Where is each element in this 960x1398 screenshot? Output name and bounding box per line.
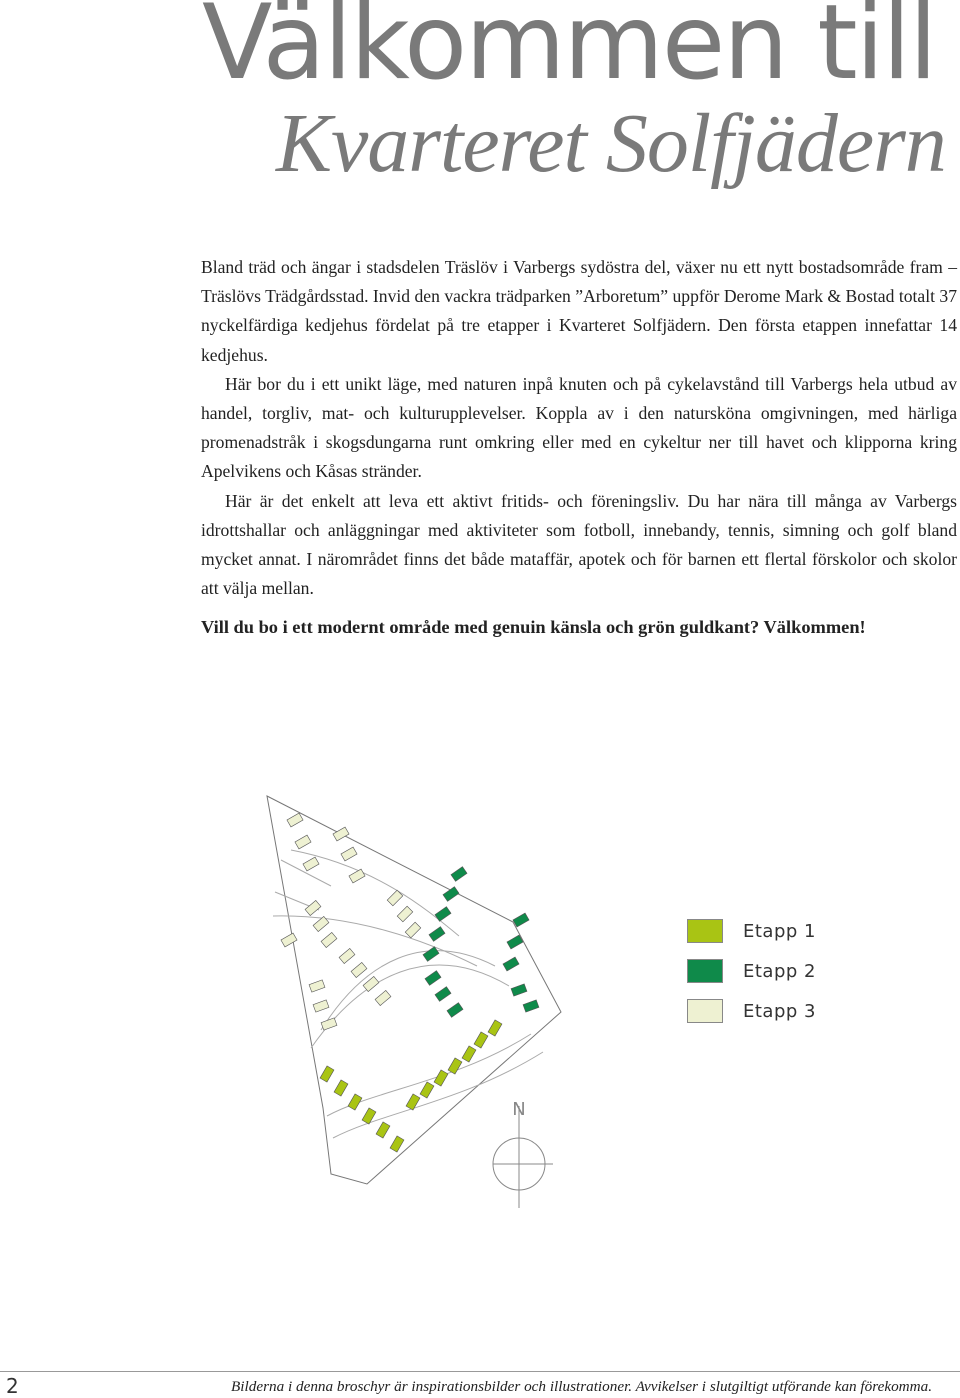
house-plot-etapp-2 <box>523 1000 539 1012</box>
house-plot-etapp-2 <box>511 984 527 996</box>
footer-note: Bilderna i denna broschyr är inspirationsbilder och illustrationer. Avvikelser i slutgiltigt utförande kan förekomma. <box>231 1378 932 1395</box>
house-plot-etapp-2 <box>443 887 459 902</box>
page-title: Välkommen till <box>202 0 936 103</box>
house-plot-etapp-3 <box>397 906 413 922</box>
paragraph-activities: Här är det enkelt att leva ett aktivt fritids- och föreningsliv. Du har nära till många av Varbergs idrottshallar och anläggningar med aktiviteter som fotboll, innebandy, tennis, simning och golf bland mycket annat. I närområdet finns det både mataffär, apotek och för barnen ett flertal förskolor och skolor att välja mellan. <box>201 490 957 599</box>
house-plot-etapp-3 <box>405 922 421 938</box>
house-plot-etapp-3 <box>303 857 319 871</box>
house-plot-etapp-2 <box>435 987 451 1002</box>
house-plot-etapp-1 <box>334 1080 348 1096</box>
house-plot-etapp-2 <box>451 867 467 882</box>
house-plot-etapp-1 <box>448 1058 462 1074</box>
page-number: 2 <box>6 1374 19 1398</box>
house-plot-etapp-1 <box>348 1094 362 1110</box>
house-plot-etapp-3 <box>313 1000 329 1012</box>
north-arrow-icon <box>493 1099 553 1208</box>
house-plot-etapp-2 <box>429 927 445 942</box>
house-plot-etapp-3 <box>333 827 349 841</box>
lead-sentence: Vill du bo i ett modernt område med genuin känsla och grön guldkant? Välkommen! <box>201 617 866 638</box>
house-plot-etapp-3 <box>351 962 367 977</box>
house-plot-etapp-3 <box>281 933 297 947</box>
legend-label: Etapp 1 <box>743 920 816 942</box>
legend-swatch-etapp-2 <box>687 959 723 983</box>
house-plot-etapp-1 <box>320 1066 334 1082</box>
house-plot-etapp-3 <box>321 1018 337 1030</box>
house-plot-etapp-3 <box>339 948 355 963</box>
legend-item-etapp-2 <box>687 958 816 984</box>
legend-swatch-etapp-3 <box>687 999 723 1023</box>
house-plot-etapp-3 <box>295 835 311 849</box>
body-text <box>201 253 957 643</box>
house-plot-etapp-1 <box>462 1046 476 1062</box>
road-south <box>327 1034 543 1138</box>
site-plan-map <box>255 790 575 1210</box>
house-plot-etapp-2 <box>423 947 439 962</box>
house-plot-etapp-1 <box>420 1082 434 1098</box>
house-plot-etapp-2 <box>425 971 441 986</box>
paragraph-location: Här bor du i ett unikt läge, med naturen inpå knuten och på cykelavstånd till Varbergs hela utbud av handel, torgliv, mat- och kulturupplevelser. Koppla av i den natursköna omgivningen, med härliga promenadstråk i skogsdungarna runt omkring eller med en cykeltur ner till havet och klipporna kring Apelvikens och Kåsas stränder. <box>201 373 957 482</box>
house-plot-etapp-2 <box>513 913 529 927</box>
legend-label: Etapp 2 <box>743 960 816 982</box>
legend-item-etapp-1 <box>687 918 816 944</box>
house-plot-etapp-1 <box>474 1032 488 1048</box>
house-plot-etapp-1 <box>488 1020 502 1036</box>
paragraph-intro: Bland träd och ängar i stadsdelen Träslöv i Varbergs sydöstra del, växer nu ett nytt bostadsområde fram – Träslövs Trädgårdsstad. Invid den vackra trädparken ”Arboretum” uppför Derome Mark & Bostad totalt 37 nyckelfärdiga kedjehus fördelat på tre etapper i Kvarteret Solfjädern. Den första etappen innefattar 14 kedjehus. <box>201 257 957 365</box>
legend-item-etapp-3 <box>687 998 816 1024</box>
house-plot-etapp-3 <box>287 813 303 827</box>
house-plot-etapp-3 <box>363 976 379 991</box>
page-subtitle: Kvarteret Solfjädern <box>276 97 946 190</box>
house-plot-etapp-3 <box>321 932 337 947</box>
house-plot-etapp-1 <box>390 1136 404 1152</box>
house-plot-etapp-3 <box>349 869 365 883</box>
house-plot-etapp-1 <box>406 1094 420 1110</box>
legend-label: Etapp 3 <box>743 1000 816 1022</box>
house-plot-etapp-1 <box>376 1122 390 1138</box>
house-plot-etapp-3 <box>309 980 325 992</box>
house-plot-etapp-2 <box>447 1003 463 1018</box>
house-plot-etapp-3 <box>341 847 357 861</box>
footer-divider <box>0 1371 960 1372</box>
house-plot-etapp-1 <box>434 1070 448 1086</box>
road-curve <box>311 951 509 1048</box>
map-legend <box>687 918 816 1038</box>
house-plot-etapp-2 <box>503 957 519 971</box>
house-plot-etapp-3 <box>375 990 391 1005</box>
legend-swatch-etapp-1 <box>687 919 723 943</box>
compass-label: N <box>512 1099 526 1120</box>
house-plot-etapp-3 <box>305 900 321 915</box>
